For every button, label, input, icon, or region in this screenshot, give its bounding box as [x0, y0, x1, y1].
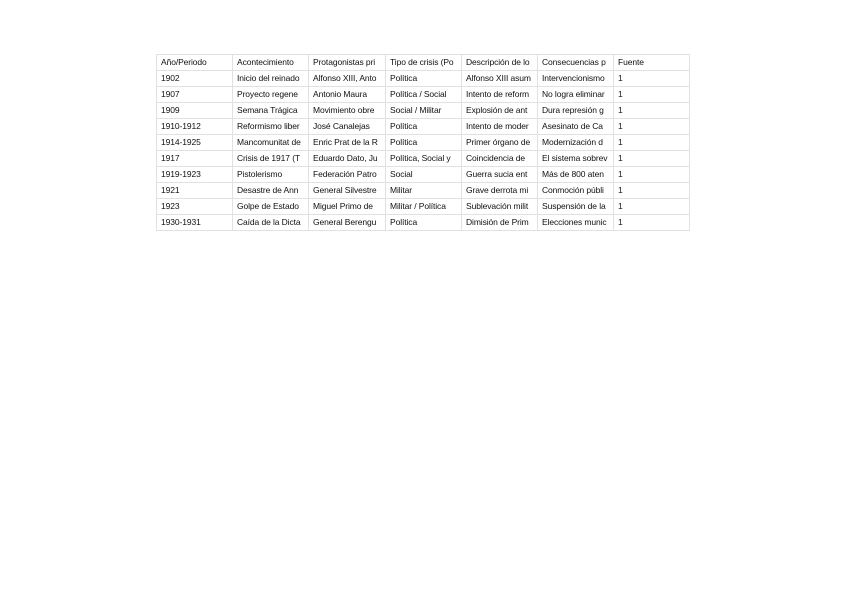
- cell-period: 1910-1912: [157, 119, 233, 135]
- table-row: [157, 135, 690, 151]
- cell-description: Guerra sucia ent: [462, 167, 538, 183]
- cell-source: 1: [614, 71, 690, 87]
- cell-source: 1: [614, 87, 690, 103]
- cell-crisis-type: Militar / Política: [386, 199, 462, 215]
- cell-consequences: Asesinato de Ca: [538, 119, 614, 135]
- cell-protagonists: Eduardo Dato, Ju: [309, 151, 386, 167]
- cell-description: Sublevación milit: [462, 199, 538, 215]
- cell-event: Reformismo liber: [233, 119, 309, 135]
- cell-description: Coincidencia de: [462, 151, 538, 167]
- table-row: [157, 183, 690, 199]
- cell-protagonists: Alfonso XIII, Anto: [309, 71, 386, 87]
- cell-period: 1921: [157, 183, 233, 199]
- cell-event: Crisis de 1917 (T: [233, 151, 309, 167]
- cell-consequences: Modernización d: [538, 135, 614, 151]
- cell-consequences: Más de 800 aten: [538, 167, 614, 183]
- cell-source: 1: [614, 103, 690, 119]
- cell-crisis-type: Militar: [386, 183, 462, 199]
- cell-event: Desastre de Ann: [233, 183, 309, 199]
- data-table: [156, 54, 690, 231]
- header-cell-source: Fuente: [614, 55, 690, 71]
- cell-description: Intento de moder: [462, 119, 538, 135]
- table-row: [157, 87, 690, 103]
- cell-description: Alfonso XIII asum: [462, 71, 538, 87]
- cell-crisis-type: Social: [386, 167, 462, 183]
- table-body: [157, 55, 690, 231]
- cell-event: Semana Trágica: [233, 103, 309, 119]
- header-cell-protagonists: Protagonistas pri: [309, 55, 386, 71]
- cell-consequences: Dura represión g: [538, 103, 614, 119]
- cell-description: Dimisión de Prim: [462, 215, 538, 231]
- cell-period: 1902: [157, 71, 233, 87]
- table-row: [157, 151, 690, 167]
- cell-crisis-type: Social / Militar: [386, 103, 462, 119]
- cell-protagonists: Enric Prat de la R: [309, 135, 386, 151]
- cell-event: Golpe de Estado: [233, 199, 309, 215]
- cell-protagonists: Federación Patro: [309, 167, 386, 183]
- header-cell-period: Año/Periodo: [157, 55, 233, 71]
- header-cell-crisis-type: Tipo de crisis (Po: [386, 55, 462, 71]
- cell-consequences: Intervencionismo: [538, 71, 614, 87]
- header-cell-event: Acontecimiento: [233, 55, 309, 71]
- cell-crisis-type: Política: [386, 119, 462, 135]
- table-row: [157, 103, 690, 119]
- cell-source: 1: [614, 151, 690, 167]
- cell-source: 1: [614, 119, 690, 135]
- cell-protagonists: Movimiento obre: [309, 103, 386, 119]
- cell-source: 1: [614, 167, 690, 183]
- cell-crisis-type: Política / Social: [386, 87, 462, 103]
- cell-period: 1923: [157, 199, 233, 215]
- cell-period: 1909: [157, 103, 233, 119]
- cell-consequences: Suspensión de la: [538, 199, 614, 215]
- cell-consequences: Conmoción públi: [538, 183, 614, 199]
- cell-source: 1: [614, 135, 690, 151]
- table-header-row: [157, 55, 690, 71]
- table-row: [157, 119, 690, 135]
- cell-source: 1: [614, 215, 690, 231]
- cell-crisis-type: Política: [386, 135, 462, 151]
- cell-event: Caída de la Dicta: [233, 215, 309, 231]
- cell-event: Inicio del reinado: [233, 71, 309, 87]
- cell-description: Intento de reform: [462, 87, 538, 103]
- cell-protagonists: Antonio Maura: [309, 87, 386, 103]
- cell-source: 1: [614, 183, 690, 199]
- cell-consequences: No logra eliminar: [538, 87, 614, 103]
- cell-crisis-type: Política: [386, 215, 462, 231]
- cell-description: Grave derrota mi: [462, 183, 538, 199]
- cell-consequences: Elecciones munic: [538, 215, 614, 231]
- header-cell-consequences: Consecuencias p: [538, 55, 614, 71]
- cell-protagonists: José Canalejas: [309, 119, 386, 135]
- cell-protagonists: Miguel Primo de: [309, 199, 386, 215]
- cell-consequences: El sistema sobrev: [538, 151, 614, 167]
- cell-period: 1930-1931: [157, 215, 233, 231]
- cell-crisis-type: Política, Social y: [386, 151, 462, 167]
- cell-period: 1919-1923: [157, 167, 233, 183]
- cell-source: 1: [614, 199, 690, 215]
- cell-period: 1907: [157, 87, 233, 103]
- cell-description: Primer órgano de: [462, 135, 538, 151]
- cell-description: Explosión de ant: [462, 103, 538, 119]
- table-row: [157, 71, 690, 87]
- table-row: [157, 167, 690, 183]
- cell-period: 1917: [157, 151, 233, 167]
- cell-event: Proyecto regene: [233, 87, 309, 103]
- cell-crisis-type: Política: [386, 71, 462, 87]
- table-row: [157, 199, 690, 215]
- table-row: [157, 215, 690, 231]
- cell-event: Mancomunitat de: [233, 135, 309, 151]
- cell-period: 1914-1925: [157, 135, 233, 151]
- cell-protagonists: General Berengu: [309, 215, 386, 231]
- cell-event: Pistolerismo: [233, 167, 309, 183]
- header-cell-description: Descripción de lo: [462, 55, 538, 71]
- cell-protagonists: General Silvestre: [309, 183, 386, 199]
